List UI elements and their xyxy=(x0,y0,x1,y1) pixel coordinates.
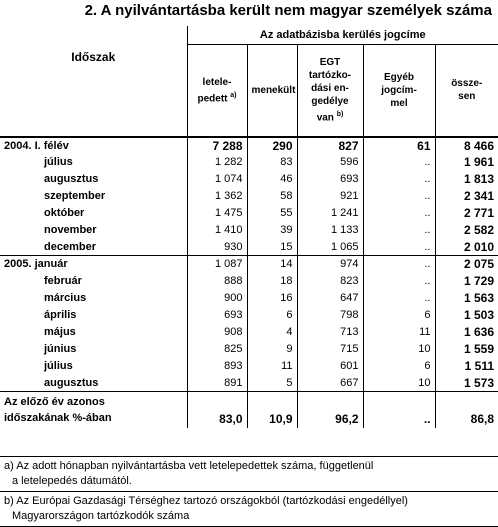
table-cell: 827 xyxy=(297,137,363,154)
page-title: 2. A nyilvántartásba került nem magyar személyek száma xyxy=(84,2,492,19)
table-cell: 1 087 xyxy=(187,256,247,273)
table-cell: 900 xyxy=(187,290,247,307)
table-row xyxy=(0,341,498,358)
table-row xyxy=(0,324,498,341)
table-cell: 1 503 xyxy=(464,308,495,322)
table-cell: .. xyxy=(363,222,435,239)
table-cell: .. xyxy=(363,273,435,290)
table-cell: 647 xyxy=(297,290,363,307)
table-cell: 667 xyxy=(297,375,363,392)
table-row xyxy=(0,256,498,273)
table-row xyxy=(0,239,498,256)
table-cell: 1 729 xyxy=(464,274,495,288)
column-header-2 xyxy=(247,45,297,137)
table-cell: 6 xyxy=(247,307,297,324)
table-cell: 601 xyxy=(297,358,363,375)
table-cell: 893 xyxy=(187,358,247,375)
column-header-line: letele- xyxy=(202,76,232,88)
table-row xyxy=(0,188,498,205)
table-cell: 1 475 xyxy=(187,205,247,222)
table-cell: 55 xyxy=(247,205,297,222)
summary-label xyxy=(0,392,187,428)
table-cell: 15 xyxy=(247,239,297,256)
table-cell: 921 xyxy=(297,188,363,205)
column-header-line xyxy=(302,108,359,124)
table-row xyxy=(0,222,498,239)
row-label: 2005. január xyxy=(0,256,187,273)
table-cell: 18 xyxy=(247,273,297,290)
table-cell: 1 074 xyxy=(187,171,247,188)
table-row xyxy=(0,307,498,324)
row-label: május xyxy=(0,324,187,341)
table-cell: 83 xyxy=(247,154,297,171)
table-cell: 823 xyxy=(297,273,363,290)
table-cell: 1 065 xyxy=(297,239,363,256)
table-cell: 1 563 xyxy=(464,291,495,305)
table-cell: 6 xyxy=(363,358,435,375)
column-header-line: mel xyxy=(390,97,408,109)
table-cell: 825 xyxy=(187,341,247,358)
footnote-marker: a) xyxy=(230,91,237,99)
footnote-a-line2: a letelepedés dátumától. xyxy=(12,475,132,487)
table-cell: 1 961 xyxy=(464,155,495,169)
column-header-line: össze- xyxy=(451,78,483,90)
row-label: augusztus xyxy=(0,375,187,392)
table-cell: 908 xyxy=(187,324,247,341)
row-label: november xyxy=(0,222,187,239)
column-header-text: pedett xyxy=(197,92,228,104)
table-cell: .. xyxy=(363,239,435,256)
table-cell: 7 288 xyxy=(187,137,247,154)
table-row xyxy=(0,154,498,171)
summary-cell: .. xyxy=(363,392,435,428)
footnote-marker: b) xyxy=(336,111,344,119)
column-header-1 xyxy=(187,45,247,137)
table-cell: 1 410 xyxy=(187,222,247,239)
table-cell: 1 573 xyxy=(464,375,495,390)
summary-label-line1: Az előző év azonos xyxy=(4,395,105,408)
table-row xyxy=(0,137,498,154)
table-cell: 1 362 xyxy=(187,188,247,205)
table-cell: 5 xyxy=(247,375,297,392)
table-cell: 1 133 xyxy=(297,222,363,239)
summary-cell: 96,2 xyxy=(297,392,363,428)
column-header-line xyxy=(192,89,243,105)
row-label: október xyxy=(0,205,187,222)
row-label: június xyxy=(0,341,187,358)
row-label: szeptember xyxy=(0,188,187,205)
period-header: Időszak xyxy=(0,26,187,137)
summary-row xyxy=(0,392,498,428)
table-cell: 58 xyxy=(247,188,297,205)
column-header-line: gedélye xyxy=(311,96,349,108)
table-row xyxy=(0,273,498,290)
row-label: december xyxy=(0,239,187,256)
row-label: augusztus xyxy=(0,171,187,188)
row-label: április xyxy=(0,307,187,324)
table-cell: .. xyxy=(363,256,435,273)
row-label: március xyxy=(0,290,187,307)
table-cell: .. xyxy=(363,205,435,222)
table-cell: 16 xyxy=(247,290,297,307)
table-cell: 2 582 xyxy=(464,223,495,237)
table-row xyxy=(0,290,498,307)
footnotes xyxy=(0,456,498,527)
table-cell: 693 xyxy=(187,307,247,324)
column-header-line: EGT xyxy=(319,57,341,69)
footnote-b-line1: b) Az Európai Gazdasági Térséghez tartozó országokból (tartózkodási engedéllyel) xyxy=(4,495,408,507)
row-label: július xyxy=(0,358,187,375)
row-label: július xyxy=(0,154,187,171)
table-row xyxy=(0,358,498,375)
table-cell: 290 xyxy=(247,137,297,154)
column-header-5 xyxy=(435,45,498,137)
table-cell: 8 466 xyxy=(464,138,495,153)
table-cell: 891 xyxy=(187,375,247,392)
column-header-line: sen xyxy=(458,91,476,103)
table-cell: 596 xyxy=(297,154,363,171)
table-cell: 1 559 xyxy=(464,342,495,356)
column-header-line: Egyéb xyxy=(383,71,414,83)
table-row xyxy=(0,375,498,392)
table-cell: 888 xyxy=(187,273,247,290)
row-label: 2004. I. félév xyxy=(0,137,187,154)
table-cell: .. xyxy=(363,154,435,171)
table-cell: 4 xyxy=(247,324,297,341)
table-cell: 798 xyxy=(297,307,363,324)
table-cell: .. xyxy=(363,171,435,188)
table-cell: 713 xyxy=(297,324,363,341)
summary-cell: 83,0 xyxy=(187,392,247,428)
footnote-a xyxy=(0,456,498,491)
summary-cell: 10,9 xyxy=(247,392,297,428)
table-cell: 11 xyxy=(247,358,297,375)
footnote-a-line1: a) Az adott hónapban nyilvántartásba vett letelepedettek száma, függetlenül xyxy=(4,460,374,472)
column-header-4 xyxy=(363,45,435,137)
column-header-text: van xyxy=(316,112,334,124)
column-header-3 xyxy=(297,45,363,137)
summary-cell: 86,8 xyxy=(435,392,498,428)
table-cell: 930 xyxy=(187,239,247,256)
table-cell: 9 xyxy=(247,341,297,358)
table-cell: 39 xyxy=(247,222,297,239)
table-cell: 1 636 xyxy=(464,325,495,339)
table-cell: 10 xyxy=(363,375,435,392)
table-cell: 693 xyxy=(297,171,363,188)
group-header: Az adatbázisba kerülés jogcíme xyxy=(187,26,498,45)
table-cell: 2 010 xyxy=(464,239,495,254)
table-cell: 2 075 xyxy=(435,256,498,273)
table-cell: 2 771 xyxy=(464,206,495,220)
table-row xyxy=(0,205,498,222)
table-cell: 715 xyxy=(297,341,363,358)
table-row xyxy=(0,171,498,188)
column-header-line: menekült xyxy=(251,84,296,96)
column-header-line: jogcím- xyxy=(381,84,417,96)
table-cell: 974 xyxy=(297,256,363,273)
column-header-line: tartózko- xyxy=(308,70,352,82)
data-table xyxy=(0,26,498,428)
table-cell: 11 xyxy=(363,324,435,341)
column-header-line: dási en- xyxy=(311,83,349,95)
table-cell: 1 813 xyxy=(464,172,495,186)
table-cell: 10 xyxy=(363,341,435,358)
footnote-b-line2: Magyarországon tartózkodók száma xyxy=(12,510,190,522)
table-cell: 61 xyxy=(363,137,435,154)
table-cell: 1 282 xyxy=(187,154,247,171)
table-cell: .. xyxy=(363,188,435,205)
table-cell: 46 xyxy=(247,171,297,188)
table-cell: 1 241 xyxy=(297,205,363,222)
table-cell: 6 xyxy=(363,307,435,324)
table-cell: 1 511 xyxy=(464,359,495,373)
table-cell: 14 xyxy=(247,256,297,273)
summary-label-line2: időszakának %-ában xyxy=(4,411,112,424)
table-cell: 2 341 xyxy=(464,189,495,203)
table-cell: .. xyxy=(363,290,435,307)
row-label: február xyxy=(0,273,187,290)
